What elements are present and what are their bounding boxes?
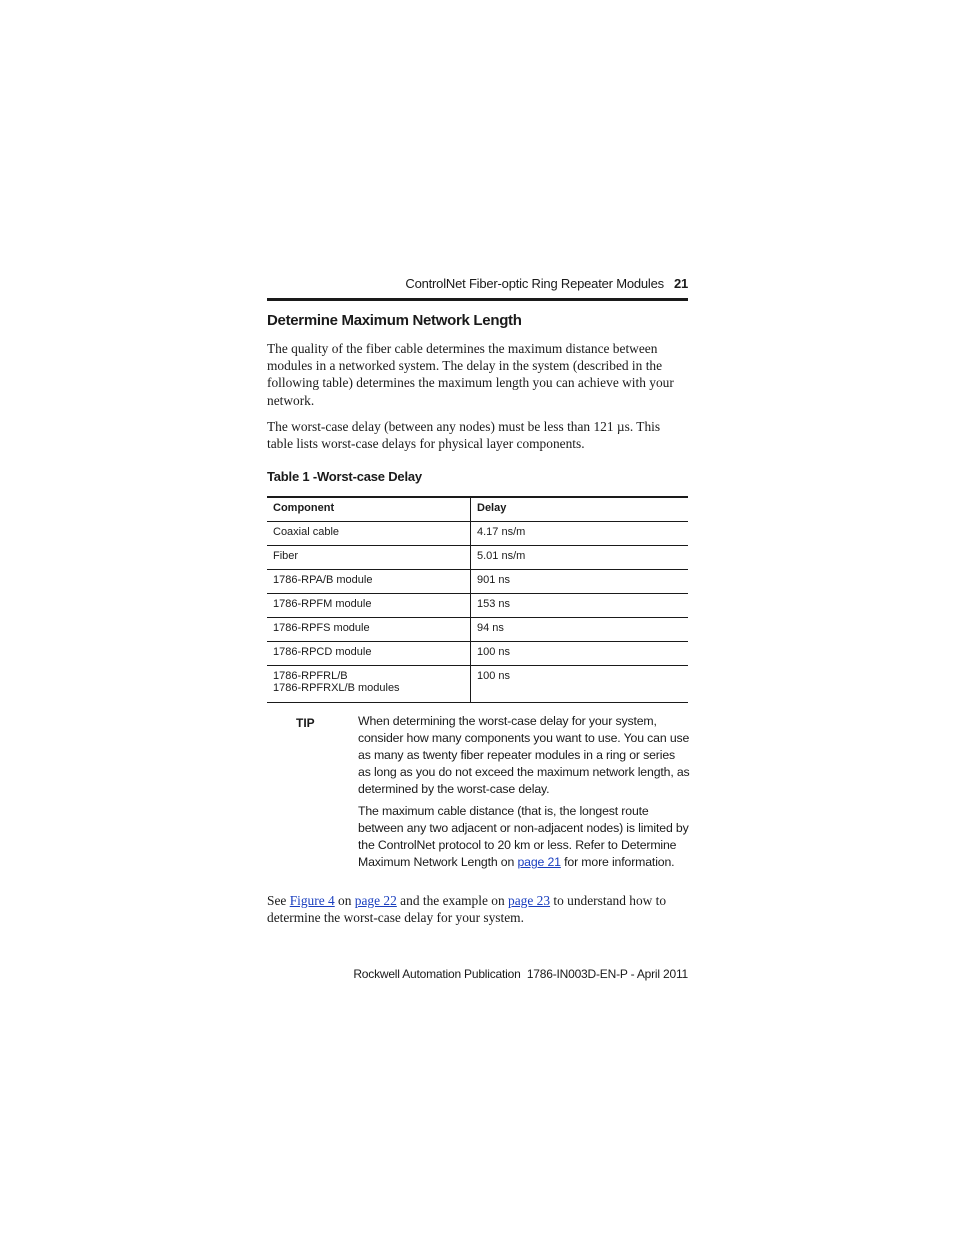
- header-rule: [267, 298, 688, 301]
- section-title: Determine Maximum Network Length: [267, 312, 522, 329]
- table-row: [267, 570, 688, 594]
- paragraph-worst-case-delay: The worst-case delay (between any nodes) must be less than 121 µs. This table lists worst-case delays for physical layer components.: [267, 419, 661, 452]
- cell-component: 1786-RPA/B module: [267, 570, 471, 594]
- page-23-link[interactable]: page 23: [508, 893, 551, 908]
- cell-delay: 901 ns: [471, 570, 689, 594]
- table-row: [267, 666, 688, 703]
- cell-delay: 100 ns: [471, 642, 689, 666]
- text-segment: See: [267, 893, 290, 908]
- cell-delay: 100 ns: [471, 666, 689, 703]
- table-row: [267, 522, 688, 546]
- cell-component: Coaxial cable: [267, 522, 471, 546]
- header-title: ControlNet Fiber-optic Ring Repeater Modules: [405, 276, 664, 291]
- page-21-link[interactable]: page 21: [517, 855, 561, 869]
- paragraph-see-figure: [267, 892, 688, 926]
- paragraph-fiber-quality: The quality of the fiber cable determines the maximum distance between modules in a networked system. The delay in the system (described in the following table) determines the maximum length you can achieve with your network.: [267, 341, 674, 408]
- cell-component: 1786-RPCD module: [267, 642, 471, 666]
- page-footer: [267, 967, 688, 981]
- table-caption: Table 1 -Worst-case Delay: [267, 469, 422, 484]
- cell-component-line2: 1786-RPFRXL/B modules: [273, 682, 400, 694]
- running-header: [267, 276, 688, 296]
- tip-text: for more information.: [560, 855, 675, 869]
- table-row: [267, 618, 688, 642]
- cell-component: Fiber: [267, 546, 471, 570]
- tip-body: [358, 713, 690, 876]
- table-header-row: [267, 497, 688, 522]
- cell-component-line1: 1786-RPFRL/B: [273, 670, 348, 682]
- text-segment: and the example on: [396, 893, 509, 908]
- table-row: [267, 642, 688, 666]
- text-segment: on: [334, 893, 355, 908]
- table-row: [267, 594, 688, 618]
- worst-case-delay-table: [267, 496, 688, 703]
- header-component: Component: [267, 497, 471, 522]
- header-delay: Delay: [471, 497, 689, 522]
- footer-text: Rockwell Automation Publication 1786-IN003D-EN-P - April 2011: [353, 967, 688, 981]
- text-segment: to understand how to determine the worst-case delay for your system.: [267, 893, 667, 926]
- tip-paragraph-1: When determining the worst-case delay for your system, consider how many components you want to use. You can use as many as twenty fiber repeater modules in a ring or series as long as you do not exceed the maximum network length, as determined by the worst-case delay.: [358, 714, 690, 796]
- cell-component: [267, 666, 471, 703]
- figure-4-link[interactable]: Figure 4: [289, 893, 335, 908]
- tip-label: TIP: [296, 716, 315, 730]
- cell-delay: 153 ns: [471, 594, 689, 618]
- table-row: [267, 546, 688, 570]
- page-number: 21: [673, 276, 688, 291]
- cell-delay: 94 ns: [471, 618, 689, 642]
- tip-paragraph-2: [358, 803, 690, 871]
- page-22-link[interactable]: page 22: [354, 893, 397, 908]
- cell-delay: 5.01 ns/m: [471, 546, 689, 570]
- cell-component: 1786-RPFM module: [267, 594, 471, 618]
- tip-text: The maximum cable distance (that is, the longest route between any two adjacent or non-adjacent nodes) is limited by the ControlNet protocol to 20 km or less. Refer to Determine Maximum Network Length on: [358, 804, 689, 869]
- cell-delay: 4.17 ns/m: [471, 522, 689, 546]
- cell-component: 1786-RPFS module: [267, 618, 471, 642]
